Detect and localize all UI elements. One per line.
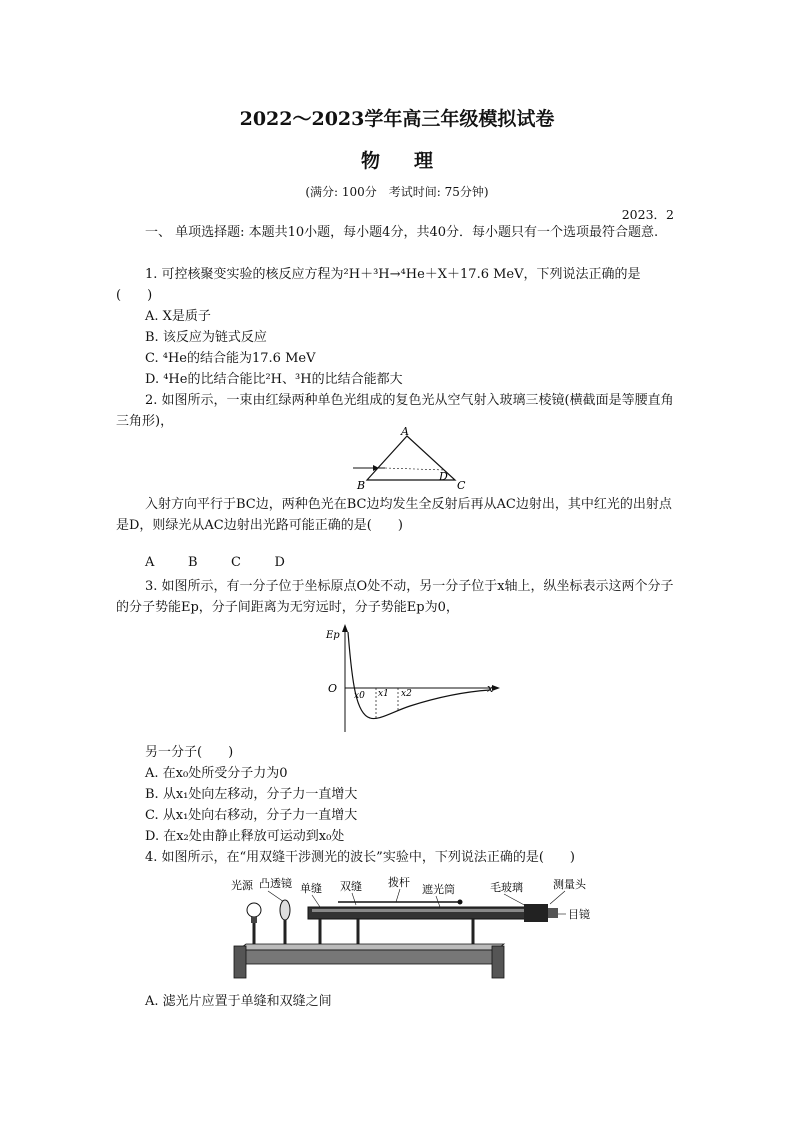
potential-energy-graph <box>320 622 505 734</box>
q1-stem-a: 1. 可控核聚变实验的核反应方程为 <box>145 267 344 282</box>
label-lever: 拨杆 <box>388 876 410 889</box>
y-axis-arrow <box>342 624 348 632</box>
exam-title: 2022～2023学年高三年级模拟试卷 <box>239 108 555 130</box>
exam-info: (满分: 100分 考试时间: 75分钟) <box>305 185 489 199</box>
q3-option-c: C. 从x₁处向右移动，分子力一直增大 <box>145 808 358 823</box>
q1-equation: ²H＋³H→⁴He＋X＋17.6 MeV <box>343 267 524 282</box>
q1-option-b: B. 该反应为链式反应 <box>145 330 267 345</box>
lens <box>280 900 290 920</box>
q1-option-a: A. X是质子 <box>145 309 211 324</box>
q2-options <box>145 555 285 570</box>
label-a: A <box>401 426 409 438</box>
q2-option-a: A <box>145 555 155 570</box>
label-light-source: 光源 <box>231 879 253 892</box>
prism-figure <box>345 426 485 492</box>
label-ground-glass: 毛玻璃 <box>490 881 523 894</box>
x-label: x <box>487 682 494 695</box>
q3-option-a: A. 在x₀处所受分子力为0 <box>145 766 288 781</box>
exam-date: 2023．2 <box>621 207 674 222</box>
section-heading: 一、 单项选择题: 本题共10小题，每小题4分，共40分．每小题只有一个选项最符合题意. <box>145 225 659 240</box>
label-b: B <box>357 479 366 492</box>
label-double-slit: 双缝 <box>340 880 362 893</box>
label-c: C <box>457 479 466 492</box>
origin-label: O <box>328 682 338 695</box>
q3-option-b: B. 从x₁处向左移动，分子力一直增大 <box>145 787 358 802</box>
y-label: Ep <box>326 630 340 641</box>
q2-stem: 2. 如图所示，一束由红绿两种单色光组成的复色光从空气射入玻璃三棱镜(横截面是等腰直角三角形)， <box>116 393 674 429</box>
label-shade-tube: 遮光筒 <box>422 883 455 896</box>
q4-stem: 4. 如图所示，在“用双缝干涉测光的波长”实验中，下列说法正确的是( ) <box>145 850 575 865</box>
x2-label: x2 <box>401 689 412 699</box>
x1-label: x1 <box>378 689 389 699</box>
label-d: D <box>439 470 448 483</box>
double-slit-apparatus <box>228 874 600 986</box>
inner-ray <box>385 468 445 470</box>
ep-curve <box>348 632 490 719</box>
bulb <box>247 903 261 917</box>
label-convex-lens: 凸透镜 <box>259 877 292 890</box>
label-measuring-head: 测量头 <box>553 878 586 891</box>
q2-option-b: B <box>187 555 198 570</box>
optical-bench <box>238 944 504 950</box>
q2-option-c: C <box>231 555 241 570</box>
light-tube <box>308 907 528 919</box>
q1-stem-b: ，下列说法正确的是( ) <box>116 267 641 303</box>
q4-option-a: A. 滤光片应置于单缝和双缝之间 <box>145 994 332 1009</box>
q3-stem-continued: 另一分子( ) <box>145 745 234 760</box>
subject-title: 物理 <box>360 150 467 172</box>
label-eyepiece: 目镜 <box>568 908 590 921</box>
q2-option-d: D <box>274 555 285 570</box>
q2-stem-continued: 入射方向平行于BC边，两种色光在BC边均发生全反射后再从AC边射出，其中红光的出射点是D，则绿光从AC边射出光路可能正确的是( ) <box>116 497 672 533</box>
q1-option-c: C. ⁴He的结合能为17.6 MeV <box>145 351 316 366</box>
q3-option-d: D. 在x₂处由静止释放可运动到x₀处 <box>145 829 345 844</box>
q1-option-d: D. ⁴He的比结合能比²H、³H的比结合能都大 <box>145 372 403 387</box>
x0-label: x0 <box>354 691 365 701</box>
q1-stem <box>116 264 676 306</box>
q3-stem: 3. 如图所示，有一分子位于坐标原点O处不动，另一分子位于x轴上，纵坐标表示这两个分子的分子势能Ep，分子间距离为无穷远时，分子势能Ep为0， <box>116 579 674 615</box>
label-single-slit: 单缝 <box>300 882 322 895</box>
